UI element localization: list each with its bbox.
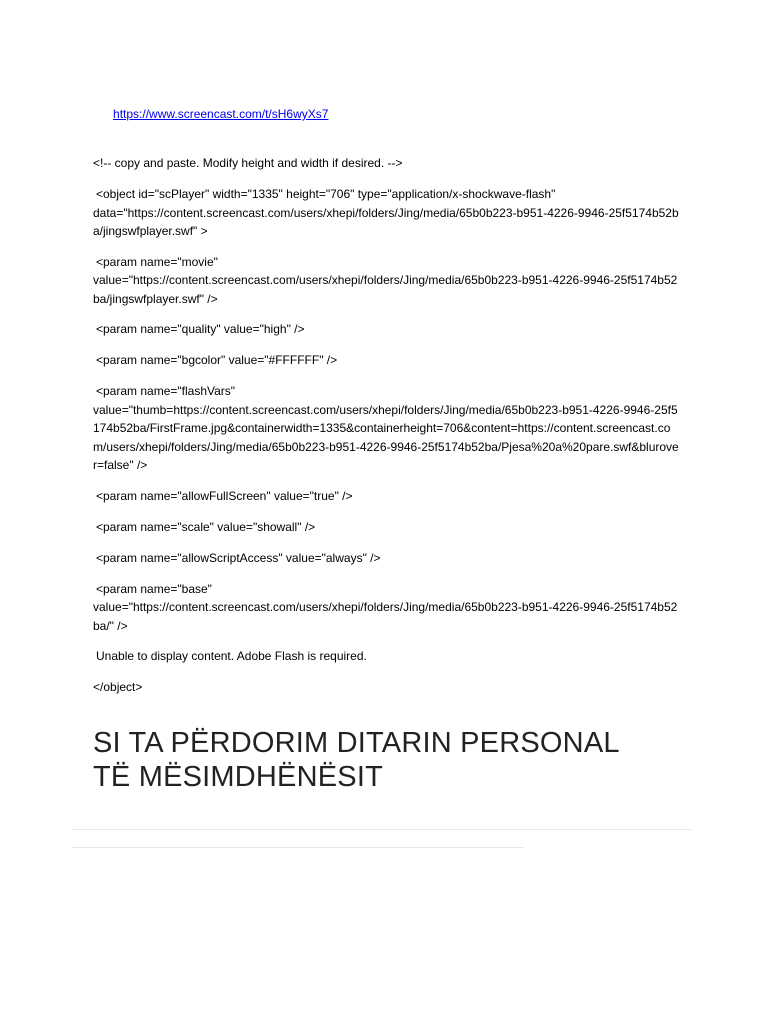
html-comment-line: <!-- copy and paste. Modify height and width if desired. --> (93, 156, 403, 170)
param-base-value: value="https://content.screencast.com/users/xhepi/folders/Jing/media/65b0b223-b951-4226-9946-25f5174b52ba/" /> (93, 600, 678, 633)
divider-line-short (72, 847, 524, 848)
param-scale: <param name="scale" value="showall" /> (96, 519, 316, 534)
param-allowfullscreen: <param name="allowFullScreen" value="true" /> (96, 488, 353, 503)
object-open-data-attr: data="https://content.screencast.com/users/xhepi/folders/Jing/media/65b0b223-b951-4226-9946-25f5174b52ba/jingswfplayer.swf" > (93, 205, 679, 238)
param-flashvars-value: value="thumb=https://content.screencast.com/users/xhepi/folders/Jing/media/65b0b223-b951-4226-9946-25f5174b52ba/FirstFrame.jpg&containerwidth=1335&containerheight=706&content=https://content.screencast.com/users/xhepi/folders/Jing/media/65b0b223-b951-4226-9946-25f5174b52ba/Pjesa%20a%20pare.swf&blurover=false" /> (93, 402, 679, 472)
flash-fallback-message: Unable to display content. Adobe Flash is required. (96, 649, 367, 663)
param-bgcolor: <param name="bgcolor" value="#FFFFFF" /> (96, 353, 338, 367)
param-allowscriptaccess: <param name="allowScriptAccess" value="always" /> (96, 550, 381, 565)
param-base-name: <param name="base" (96, 581, 212, 596)
heading-line-1: SI TA PËRDORIM DITARIN PERSONAL (93, 727, 620, 759)
link-paragraph (93, 87, 681, 141)
object-open-tag (93, 185, 681, 241)
document-body (93, 87, 681, 709)
heading-line-2: TË MËSIMDHËNËSIT (93, 761, 383, 793)
divider-line (72, 829, 691, 830)
param-quality: <param name="quality" value="high" /> (96, 322, 305, 336)
param-flashvars (93, 382, 681, 475)
document-heading (93, 726, 693, 794)
param-movie (93, 253, 681, 309)
object-close-tag: </object> (93, 680, 143, 694)
param-base (93, 580, 681, 636)
screencast-link[interactable]: https://www.screencast.com/t/sH6wyXs7 (113, 107, 329, 121)
object-open-first-line: <object id="scPlayer" width="1335" height="706" type="application/x-shockwave-flash" (96, 187, 556, 201)
param-movie-value: value="https://content.screencast.com/users/xhepi/folders/Jing/media/65b0b223-b951-4226-9946-25f5174b52ba/jingswfplayer.swf" /> (93, 273, 678, 306)
param-movie-name: <param name="movie" (96, 254, 218, 269)
param-flashvars-name: <param name="flashVars" (96, 384, 236, 398)
